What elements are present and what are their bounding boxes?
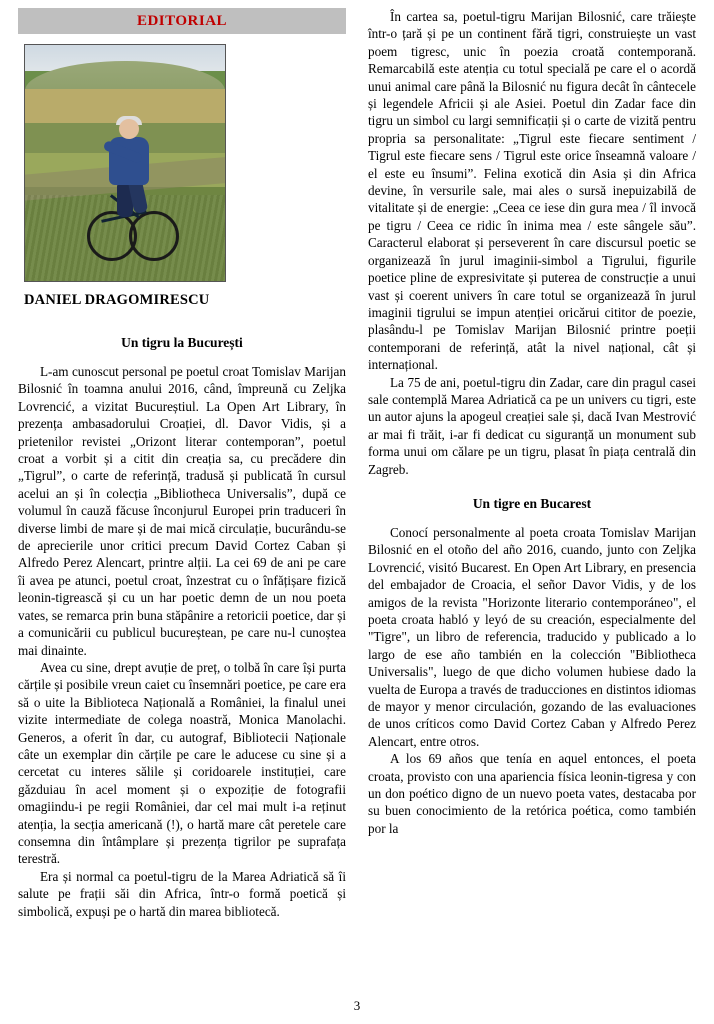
- paragraph: A los 69 años que tenía en aquel entonces, el poeta croata, provisto con una apariencia física leonin-tigresa y con un don poético digno de un nuevo poeta vates, destacaba por su buen conocimiento de la retórica poética, como también por la: [368, 751, 696, 836]
- paragraph: Conocí personalmente al poeta croata Tomislav Marijan Bilosnić en el otoño del año 2016, cuando, junto con Zeljka Lovrencić, visitó Bucarest. En Open Art Library, en presencia del embajador de Croacia, el señor Davor Vidis, y de los amigos de la revista "Horizonte literario contemporáneo", el poeta croata habló y leyó de su creación, especialmente del "Tigre", un libro de referencia, traducido y publicado a lo largo de ese año también en la colección "Bibliotheca Universalis", luego de que dicho volumen hubiese dado la vuelta de Europa a través de traducciones en distintos idiomas de mayor y menor circulación, gozando de las evaluaciones de unos críticos como David Cortez Caban y Alfredo Perez Alencart, entre otros.: [368, 524, 696, 749]
- left-column: [18, 8, 346, 983]
- editorial-banner: [18, 8, 346, 34]
- cyclist-head: [119, 119, 139, 139]
- two-column-layout: [18, 8, 696, 983]
- editorial-banner-label: EDITORIAL: [136, 12, 228, 29]
- paragraph: Era și normal ca poetul-tigru de la Marea Adriatică să îi salute pe frații săi din Africa, într-o formă poetică și simbolică, expuși pe o hartă din marea bibliotecă.: [18, 868, 346, 919]
- article-title-es: Un tigre en Bucarest: [472, 495, 592, 511]
- bicycle-front-wheel: [129, 211, 179, 261]
- author-name: DANIEL DRAGOMIRESCU: [24, 292, 210, 308]
- paragraph: Avea cu sine, drept avuție de preț, o tolbă în care își purta cărțile și posibile vreun caiet cu însemnări poetice, pe care era să o uite la Biblioteca Națională a României, la finalul unei vizite intermediate de colega noastră, Monica Manolachi. Generos, a oferit în dar, cu autograf, Bibliotecii Naționale câte un exemplar din cărțile pe care le aducese cu sine și a cercetat cu interes sălile și coridoarele instituției, care găzduiau în acel moment și o expoziție de fotografii omagiindu-i pe regii României, dar cel mai mult i-a reținut atenția, la secția americană (!), o hartă mare cât peretele care consemna din întâmplare și prezența tigrilor pe suprafața terestră.: [18, 659, 346, 867]
- right-column: [368, 8, 696, 983]
- photo-cyclist: [89, 119, 175, 259]
- article-title-ro: Un tigru la București: [121, 335, 243, 350]
- paragraph: La 75 de ani, poetul-tigru din Zadar, care din pragul casei sale contemplă Marea Adriatică ca pe un univers cu tigri, este un autor ajuns la apogeul creației sale și, dacă Ivan Mestrović ar mai fi trăit, i-ar fi dedicat cu siguranță un monument sub forma unui om călare pe un tigru, plasat în piața centrală din Zagreb.: [368, 374, 696, 477]
- paragraph-continued: În cartea sa, poetul-tigru Marijan Bilosnić, care trăiește într-o țară și pe un continent fără tigri, construiește un vast poem tigresc, unic în poezia croată contemporană. Remarcabilă este atenția cu totul specială pe care el o acordă unui animal care până la Bilosnić nu figura decât în cântecele și legendele Africii și ale Asiei. Poetul din Zadar face din tigru un simbol cu largi semnificații și o carte de vizită pentru propria sa personalitate: „Tigrul este fiecare sentiment / Tigrul este fiecare sens / Tigrul este orice înseamnă valoare / el este eu însumi”. Felina exotică din Asia și din Africa devine, în versurile sale, mai ales o sursă inepuizabilă de vitalitate și de energie: „Ceea ce iese din gura mea / îl invocă pe tigru / Ceea ce ridic în inima mea / este sângele său”. Caracterul elaborat și perseverent în care discursul poetic se organizează în jurul imaginii-simbol a Tigrului, figurile poetice pline de expresivitate și puterea de construcție a unui vast și coerent univers în care totul se organizează în jurul imaginii tigrului se impun atenției oricărui cititor de poezie, plasându-l pe Tomislav Marijan Bilosnić printre poeții contemporani de referință, atât la nivel național, cât și internațional.: [368, 9, 696, 373]
- paragraph: L-am cunoscut personal pe poetul croat Tomislav Marijan Bilosnić în toamna anului 2016, când, împreună cu Zeljka Lovrencić, a vizitat Bucureștiul. La Open Art Library, în prezența ambasadorului Croației, dl. Davor Vidis, și a prietenilor revistei „Orizont literar contemporan”, poetul croat a vorbit și a citit din creația sa, cu precădere din „Tigrul”, o carte de referință, tradusă și publicată în cursul acelui an și în colecția „Bibliotheca Universalis”, după ce volumul în cauză făcuse înconjurul Europei prin traduceri în diverse limbi de mare și de mai mică circulație, bucurându-se de aprecierile unor critici precum David Cortez Caban și Alfredo Perez Alencart, printre alții. La cei 69 de ani pe care îi avea pe atunci, poetul croat, înzestrat cu o înfățișare fizică leonin-tigrească și cu un har poetic demn de un nou poeta vates, se remarca prin buna stăpânire a retoricii poetice, dar și a comunicării cu publicul bucureștean, pe care nu-l cunoștea mai dinainte.: [18, 364, 346, 658]
- author-photo: [24, 44, 226, 282]
- page-number: 3: [353, 998, 361, 1013]
